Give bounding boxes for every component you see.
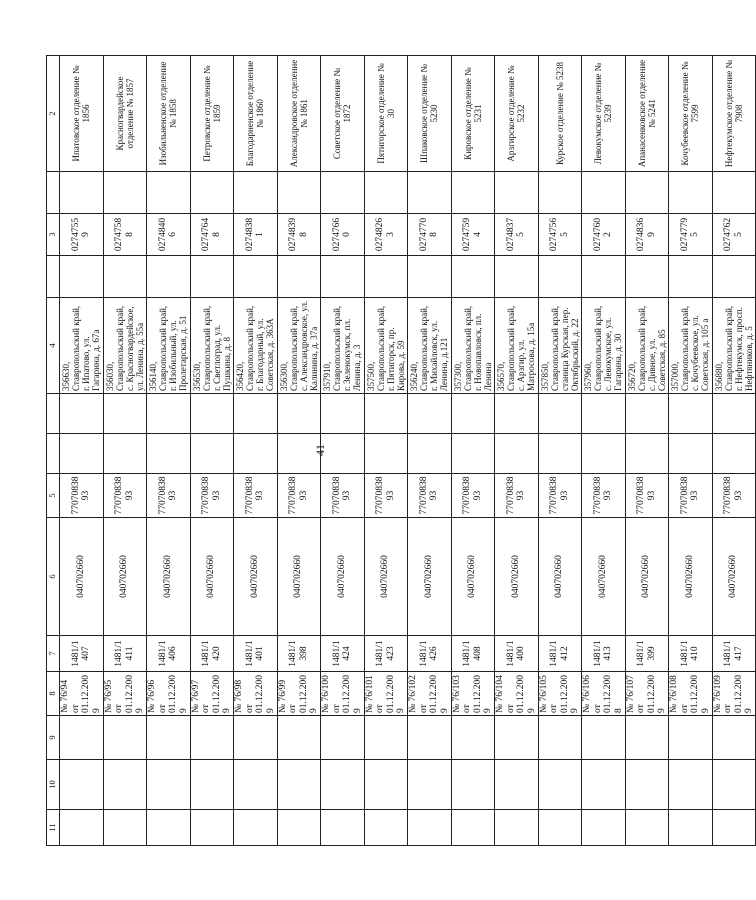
cell-empty (321, 716, 365, 760)
cell-empty (538, 716, 582, 760)
cell-empty (321, 394, 365, 434)
registration-number-cell: 1481/1413 (582, 636, 626, 672)
registration-number-cell: 1481/1400 (495, 636, 539, 672)
registration-number-cell: 1481/1401 (234, 636, 278, 672)
cell-empty (538, 760, 582, 810)
department-name-cell: Советское отделение № 1872 (321, 56, 365, 172)
cell-empty (277, 434, 321, 474)
col-num-4: 4 (47, 298, 60, 394)
okpo-code-cell: 02747625 (712, 214, 756, 256)
cell-empty (538, 434, 582, 474)
cell-empty (538, 256, 582, 298)
bik-cell: 040702660 (582, 518, 626, 636)
cell-empty (234, 434, 278, 474)
cell-empty (321, 256, 365, 298)
cell-empty (625, 760, 669, 810)
cell-empty (103, 760, 147, 810)
department-name-cell: Благодарненское отделение № 1860 (234, 56, 278, 172)
cell-empty (190, 810, 234, 846)
inn-cell: 7707083893 (321, 474, 365, 518)
address-cell: 357910, Ставропольский край, г. Зеленокумск, пл. Ленина, д. 3 (321, 298, 365, 394)
registration-doc-cell: № 76/98 от 01.12.2009 (234, 672, 278, 716)
cell-empty (364, 256, 408, 298)
bik-cell: 040702660 (451, 518, 495, 636)
cell-empty (712, 256, 756, 298)
col-num-3: 3 (47, 214, 60, 256)
registration-number-cell: 1481/1412 (538, 636, 582, 672)
registration-doc-cell: № 76/97 от 01.12.2009 (190, 672, 234, 716)
address-cell: 356420, Ставропольский край, г. Благодарный, ул. Советская, д. 363А (234, 298, 278, 394)
department-name-cell: Курское отделение № 5238 (538, 56, 582, 172)
cell-empty (495, 760, 539, 810)
okpo-code-cell: 02747648 (190, 214, 234, 256)
inn-cell: 7707083893 (582, 474, 626, 518)
okpo-code-cell: 02747660 (321, 214, 365, 256)
inn-cell: 7707083893 (669, 474, 713, 518)
department-name-cell: Ипатовское отделение № 1856 (60, 56, 104, 172)
bik-cell: 040702660 (625, 518, 669, 636)
inn-cell: 7707083893 (277, 474, 321, 518)
cell-empty (495, 810, 539, 846)
table-row (538, 56, 582, 846)
registration-number-cell: 1481/1408 (451, 636, 495, 672)
inn-cell: 7707083893 (538, 474, 582, 518)
cell-empty (538, 172, 582, 214)
cell-empty (277, 172, 321, 214)
cell-empty (451, 434, 495, 474)
inn-cell: 7707083893 (712, 474, 756, 518)
cell-empty (495, 716, 539, 760)
registration-doc-cell: № 76/109 от 01.12.2009 (712, 672, 756, 716)
table-row (669, 56, 713, 846)
registration-doc-cell: № 76/106 от 01.12.2008 (582, 672, 626, 716)
cell-empty (277, 716, 321, 760)
cell-empty (625, 810, 669, 846)
cell-empty (60, 172, 104, 214)
address-cell: 357300, Ставропольский край, г. Новопавловск, пл. Ленина (451, 298, 495, 394)
table-row (234, 56, 278, 846)
cell-empty (669, 172, 713, 214)
inn-cell: 7707083893 (451, 474, 495, 518)
department-name-cell: Изобильненское отделение № 1858 (147, 56, 191, 172)
branches-table (46, 55, 756, 846)
registration-doc-cell: № 76/102 от 01.12.2009 (408, 672, 452, 716)
inn-cell: 7707083893 (147, 474, 191, 518)
okpo-code-cell: 02748398 (277, 214, 321, 256)
cell-empty (625, 172, 669, 214)
table-row (147, 56, 191, 846)
cell-empty (669, 256, 713, 298)
registration-number-cell: 1481/1426 (408, 636, 452, 672)
registration-number-cell: 1481/1399 (625, 636, 669, 672)
cell-empty (582, 256, 626, 298)
registration-doc-cell: № 76/94 от 01.12.2009 (60, 672, 104, 716)
table-row (495, 56, 539, 846)
okpo-code-cell: 02747559 (60, 214, 104, 256)
cell-empty (60, 434, 104, 474)
cell-empty (364, 394, 408, 434)
rotated-table-wrapper (46, 56, 755, 846)
registration-number-cell: 1481/1407 (60, 636, 104, 672)
cell-empty (712, 394, 756, 434)
cell-empty (669, 716, 713, 760)
cell-empty (321, 434, 365, 474)
address-cell: 356300, Ставропольский край, с. Александровское, ул. Калинина, д. 37а (277, 298, 321, 394)
col-num-10: 10 (47, 760, 60, 810)
registration-doc-cell: № 76/96 от 01.12.2009 (147, 672, 191, 716)
cell-empty (582, 172, 626, 214)
cell-empty (408, 172, 452, 214)
table-row (408, 56, 452, 846)
department-name-cell: Шпаковское отделение № 5230 (408, 56, 452, 172)
cell-empty (538, 394, 582, 434)
registration-doc-cell: № 76/95 от 01.12.2009 (103, 672, 147, 716)
cell-empty (408, 256, 452, 298)
registration-number-cell: 1481/1420 (190, 636, 234, 672)
col-num-7: 7 (47, 636, 60, 672)
cell-empty (190, 434, 234, 474)
cell-empty (190, 256, 234, 298)
bik-cell: 040702660 (364, 518, 408, 636)
bik-cell: 040702660 (669, 518, 713, 636)
col-num-blank-b (47, 394, 60, 434)
cell-empty (582, 760, 626, 810)
registration-doc-cell: № 76/108 от 01.12.2009 (669, 672, 713, 716)
okpo-code-cell: 02748375 (495, 214, 539, 256)
department-name-cell: Апанасенковское отделение № 5241 (625, 56, 669, 172)
cell-empty (495, 172, 539, 214)
registration-doc-cell: № 76/103 от 01.12.2009 (451, 672, 495, 716)
cell-empty (147, 810, 191, 846)
department-name-cell: Красногвардейское отделение № 1857 (103, 56, 147, 172)
bik-cell: 040702660 (60, 518, 104, 636)
address-cell: 356630, Ставропольский край, г. Ипатово, ул. Гагарина, д. 67а (60, 298, 104, 394)
address-cell: 356140, Ставропольский край, г. Изобильный, ул. Пролетарская, д. 51 (147, 298, 191, 394)
okpo-code-cell: 02748263 (364, 214, 408, 256)
cell-empty (147, 394, 191, 434)
registration-number-cell: 1481/1424 (321, 636, 365, 672)
okpo-code-cell: 02747594 (451, 214, 495, 256)
inn-cell: 7707083893 (190, 474, 234, 518)
bik-cell: 040702660 (190, 518, 234, 636)
okpo-code-cell: 02747565 (538, 214, 582, 256)
inn-cell: 7707083893 (625, 474, 669, 518)
table-row (190, 56, 234, 846)
cell-empty (147, 760, 191, 810)
cell-empty (408, 716, 452, 760)
address-cell: 356530, Ставропольский край, г. Светлоград, ул. Пушкина, д. 8 (190, 298, 234, 394)
table-row (364, 56, 408, 846)
address-cell: 357850, Ставропольский край, станица Курская, пер. Октябрьский, д. 22 (538, 298, 582, 394)
inn-cell: 7707083893 (495, 474, 539, 518)
registration-number-cell: 1481/1411 (103, 636, 147, 672)
inn-cell: 7707083893 (60, 474, 104, 518)
bik-cell: 040702660 (147, 518, 191, 636)
registration-doc-cell: № 76/107 от 01.12.2009 (625, 672, 669, 716)
cell-empty (364, 760, 408, 810)
okpo-code-cell: 02747708 (408, 214, 452, 256)
registration-number-cell: 1481/1410 (669, 636, 713, 672)
cell-empty (103, 434, 147, 474)
bik-cell: 040702660 (103, 518, 147, 636)
cell-empty (495, 394, 539, 434)
okpo-code-cell: 02748369 (625, 214, 669, 256)
cell-empty (408, 394, 452, 434)
address-cell: 356720, Ставропольский край, с. Дивное, ул. Советская, д. 85 (625, 298, 669, 394)
bik-cell: 040702660 (277, 518, 321, 636)
department-name-cell: Нефтекумское отделение № 7908 (712, 56, 756, 172)
table-row (321, 56, 365, 846)
cell-empty (451, 172, 495, 214)
cell-empty (669, 810, 713, 846)
cell-empty (495, 434, 539, 474)
registration-doc-cell: № 76/105 от 01.12.2009 (538, 672, 582, 716)
cell-empty (625, 716, 669, 760)
col-num-blank-c (47, 256, 60, 298)
okpo-code-cell: 02748406 (147, 214, 191, 256)
registration-doc-cell: № 76/101 от 01.12.2009 (364, 672, 408, 716)
bik-cell: 040702660 (234, 518, 278, 636)
cell-empty (103, 256, 147, 298)
table-row (277, 56, 321, 846)
cell-empty (234, 172, 278, 214)
department-name-cell: Кировское отделение № 5231 (451, 56, 495, 172)
cell-empty (364, 810, 408, 846)
cell-empty (712, 760, 756, 810)
department-name-cell: Левокумское отделение № 5239 (582, 56, 626, 172)
cell-empty (147, 172, 191, 214)
address-cell: 357960, Ставропольский край, с. Левокумское, ул. Гагарина, д. 30 (582, 298, 626, 394)
table-row (712, 56, 756, 846)
inn-cell: 7707083893 (364, 474, 408, 518)
registration-number-cell: 1481/1423 (364, 636, 408, 672)
registration-number-cell: 1481/1417 (712, 636, 756, 672)
page-number: 41 (312, 444, 327, 456)
address-cell: 356880, Ставропольский край, г. Нефтекумск, просп. Нефтяников, д. 5 (712, 298, 756, 394)
cell-empty (451, 256, 495, 298)
col-num-blank-d (47, 172, 60, 214)
registration-doc-cell: № 76/104 от 01.12.2009 (495, 672, 539, 716)
cell-empty (625, 434, 669, 474)
cell-empty (103, 716, 147, 760)
cell-empty (60, 716, 104, 760)
table-row (103, 56, 147, 846)
cell-empty (234, 810, 278, 846)
cell-empty (234, 256, 278, 298)
cell-empty (669, 434, 713, 474)
okpo-code-cell: 02747588 (103, 214, 147, 256)
inn-cell: 7707083893 (408, 474, 452, 518)
cell-empty (669, 394, 713, 434)
header-numbers-row (47, 56, 60, 846)
cell-empty (625, 256, 669, 298)
cell-empty (60, 256, 104, 298)
bik-cell: 040702660 (408, 518, 452, 636)
address-cell: 356570, Ставропольский край, с. Арзгир, ул. Матросова, д. 15а (495, 298, 539, 394)
cell-empty (451, 810, 495, 846)
table-row (451, 56, 495, 846)
cell-empty (582, 810, 626, 846)
address-cell: 357000, Ставропольский край, с. Кочубеевское, ул. Советская, д. 105 а (669, 298, 713, 394)
inn-cell: 7707083893 (103, 474, 147, 518)
cell-empty (147, 434, 191, 474)
cell-empty (277, 760, 321, 810)
cell-empty (277, 810, 321, 846)
cell-empty (234, 760, 278, 810)
bik-cell: 040702660 (495, 518, 539, 636)
registration-number-cell: 1481/1398 (277, 636, 321, 672)
okpo-code-cell: 02747602 (582, 214, 626, 256)
cell-empty (364, 716, 408, 760)
cell-empty (364, 172, 408, 214)
inn-cell: 7707083893 (234, 474, 278, 518)
cell-empty (277, 256, 321, 298)
cell-empty (103, 810, 147, 846)
address-cell: 356030, Ставропольский край, с. Красногвардейское, ул. Ленина, д. 55а (103, 298, 147, 394)
address-cell: 357500, Ставропольский край, г. Пятигорск, пр. Кирова, д. 59 (364, 298, 408, 394)
table-row (60, 56, 104, 846)
col-num-5: 5 (47, 474, 60, 518)
cell-empty (190, 172, 234, 214)
table-row (582, 56, 626, 846)
cell-empty (364, 434, 408, 474)
cell-empty (60, 810, 104, 846)
cell-empty (451, 760, 495, 810)
department-name-cell: Арзгирское отделение № 5232 (495, 56, 539, 172)
cell-empty (712, 810, 756, 846)
cell-empty (582, 434, 626, 474)
cell-empty (103, 394, 147, 434)
bik-cell: 040702660 (321, 518, 365, 636)
cell-empty (190, 760, 234, 810)
cell-empty (234, 394, 278, 434)
department-name-cell: Александровское отделение № 1861 (277, 56, 321, 172)
cell-empty (538, 810, 582, 846)
cell-empty (451, 716, 495, 760)
cell-empty (712, 172, 756, 214)
cell-empty (495, 256, 539, 298)
cell-empty (234, 716, 278, 760)
col-num-2: 2 (47, 56, 60, 172)
registration-number-cell: 1481/1406 (147, 636, 191, 672)
col-num-11: 11 (47, 810, 60, 846)
registration-doc-cell: № 76/99 от 01.12.2009 (277, 672, 321, 716)
col-num-6: 6 (47, 518, 60, 636)
cell-empty (147, 256, 191, 298)
department-name-cell: Петровское отделение № 1859 (190, 56, 234, 172)
cell-empty (147, 716, 191, 760)
cell-empty (60, 760, 104, 810)
registration-doc-cell: № 76/100 от 01.12.2009 (321, 672, 365, 716)
col-num-8: 8 (47, 672, 60, 716)
okpo-code-cell: 02747795 (669, 214, 713, 256)
cell-empty (712, 434, 756, 474)
cell-empty (60, 394, 104, 434)
cell-empty (582, 716, 626, 760)
department-name-cell: Кочубеевское отделение № 7599 (669, 56, 713, 172)
bik-cell: 040702660 (538, 518, 582, 636)
cell-empty (625, 394, 669, 434)
cell-empty (669, 760, 713, 810)
cell-empty (408, 760, 452, 810)
col-num-9: 9 (47, 716, 60, 760)
cell-empty (321, 760, 365, 810)
table-row (625, 56, 669, 846)
bik-cell: 040702660 (712, 518, 756, 636)
cell-empty (408, 810, 452, 846)
cell-empty (103, 172, 147, 214)
address-cell: 356240, Ставропольский край, г. Михайловск, ул. Ленина, д.121 (408, 298, 452, 394)
col-num-blank-a (47, 434, 60, 474)
cell-empty (582, 394, 626, 434)
okpo-code-cell: 02748381 (234, 214, 278, 256)
cell-empty (321, 810, 365, 846)
cell-empty (408, 434, 452, 474)
cell-empty (277, 394, 321, 434)
cell-empty (451, 394, 495, 434)
cell-empty (190, 394, 234, 434)
department-name-cell: Пятигорское отделение № 30 (364, 56, 408, 172)
cell-empty (321, 172, 365, 214)
cell-empty (712, 716, 756, 760)
cell-empty (190, 716, 234, 760)
